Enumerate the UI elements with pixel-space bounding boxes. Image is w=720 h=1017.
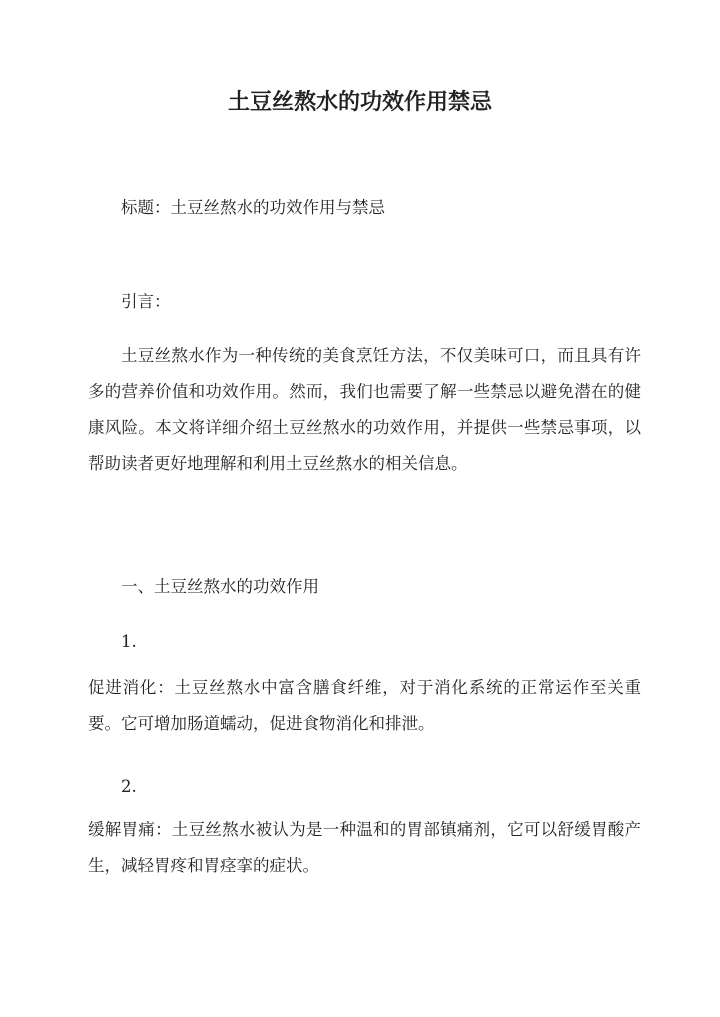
intro-heading: 引言： xyxy=(121,292,171,311)
list-item-text: 缓解胃痛：土豆丝熬水被认为是一种温和的胃部镇痛剂，它可以舒缓胃酸产生，减轻胃疼和胃痉挛的症状。 xyxy=(88,820,641,875)
list-item-number: 1. xyxy=(121,632,137,651)
document-title: 土豆丝熬水的功效作用禁忌 xyxy=(227,89,492,115)
subtitle-line: 标题：土豆丝熬水的功效作用与禁忌 xyxy=(121,198,385,217)
list-item-number: 2. xyxy=(121,777,137,796)
list-item-text: 促进消化：土豆丝熬水中富含膳食纤维，对于消化系统的正常运作至关重要。它可增加肠道蠕动，促进食物消化和排泄。 xyxy=(88,678,641,733)
intro-paragraph: 土豆丝熬水作为一种传统的美食烹饪方法，不仅美味可口，而且具有许多的营养价值和功效作用。然而，我们也需要了解一些禁忌以避免潜在的健康风险。本文将详细介绍土豆丝熬水的功效作用，并提供一些禁忌事项，以帮助读者更好地理解和利用土豆丝熬水的相关信息。 xyxy=(88,346,641,473)
section-heading: 一、土豆丝熬水的功效作用 xyxy=(121,577,319,596)
